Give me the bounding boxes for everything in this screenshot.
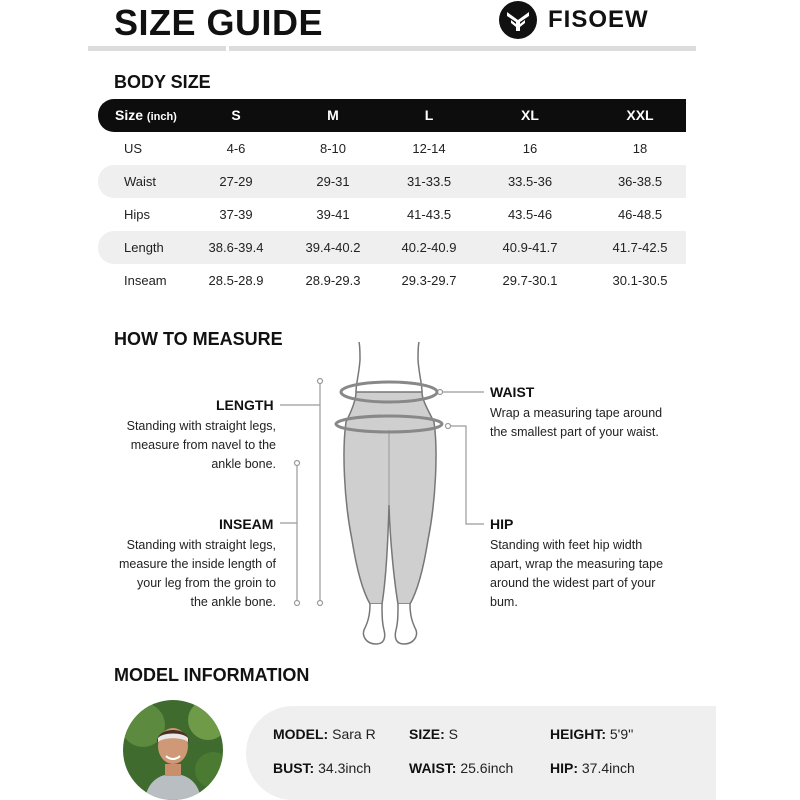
table-header-cell: S [231,107,241,123]
table-cell: 40.2-40.9 [401,240,457,255]
waist-title: WAIST [490,384,535,400]
table-header-cell: XL [521,107,539,123]
page-title: SIZE GUIDE [114,2,324,43]
table-cell: 18 [632,141,648,156]
table-cell: 8-10 [319,141,347,156]
waist-description: Wrap a measuring tape around the smallest part of your waist. [490,406,663,439]
model-waist: WAIST: 25.6inch [409,760,514,776]
right-foot [395,604,416,644]
table-row [98,264,686,297]
table-cell: 33.5-36 [507,174,553,189]
leggings-shape [344,392,436,604]
model-hip: HIP: 37.4inch [550,760,635,776]
table-cell: 38.6-39.4 [208,240,264,255]
table-row [98,231,686,264]
model-height: HEIGHT: 5'9'' [550,726,634,742]
table-header-cell: L [424,107,434,123]
table-cell: 28.9-29.3 [305,273,361,288]
brand-logo-icon [498,0,538,40]
table-cell: 43.5-46 [507,207,553,222]
brand-name: FISOEW [548,6,649,33]
table-cell: 40.9-41.7 [502,240,558,255]
hip-description: Standing with feet hip width apart, wrap the measuring tape around the widest part of your bum. [490,538,664,609]
table-cell: 36-38.5 [617,174,663,189]
length-title: LENGTH [216,397,274,413]
how-to-measure-heading: HOW TO MEASURE [114,329,283,349]
inseam-title: INSEAM [219,516,274,532]
row-label: Length [124,240,164,255]
brand [498,0,649,40]
model-info-panel [246,706,716,800]
table-cell: 41.7-42.5 [612,240,668,255]
table-cell: 46-48.5 [617,207,663,222]
table-header-cell: XXL [626,107,654,123]
table-cell: 29-31 [316,174,350,189]
table-header-label: Size (inch) [115,107,177,123]
hip-title: HIP [490,516,514,532]
table-cell: 41-43.5 [406,207,452,222]
table-cell: 39.4-40.2 [305,240,361,255]
table-cell: 29.7-30.1 [502,273,558,288]
header-divider [88,46,696,51]
row-label: Waist [124,174,157,189]
model-info-heading: MODEL INFORMATION [114,665,310,685]
model-avatar [123,700,223,800]
table-row [98,132,686,165]
table-row [98,165,686,198]
table-row [98,198,686,231]
table-cell: 4-6 [226,141,246,156]
body-size-heading: BODY SIZE [114,72,211,92]
model-name: MODEL: Sara R [273,726,376,742]
table-cell: 27-29 [219,174,253,189]
table-cell: 12-14 [412,141,446,156]
model-bust: BUST: 34.3inch [273,760,372,776]
row-label: US [124,141,143,156]
inseam-description: Standing with straight legs, measure the inside length of your leg from the groin to the ankle bone. [118,538,276,609]
table-header-cell: M [327,107,339,123]
size-table [98,99,686,297]
length-description: Standing with straight legs, measure from navel to the ankle bone. [126,419,276,471]
table-cell: 37-39 [219,207,253,222]
table-cell: 28.5-28.9 [208,273,264,288]
table-cell: 16 [522,141,538,156]
body-figure-illustration [290,340,490,660]
row-label: Hips [124,207,151,222]
model-photo-icon [123,700,223,800]
table-cell: 30.1-30.5 [612,273,668,288]
table-cell: 39-41 [316,207,350,222]
table-cell: 29.3-29.7 [401,273,457,288]
table-header-row [98,99,686,132]
row-label: Inseam [124,273,167,288]
left-foot [364,604,385,644]
table-cell: 31-33.5 [406,174,452,189]
model-size: SIZE: S [409,726,459,742]
